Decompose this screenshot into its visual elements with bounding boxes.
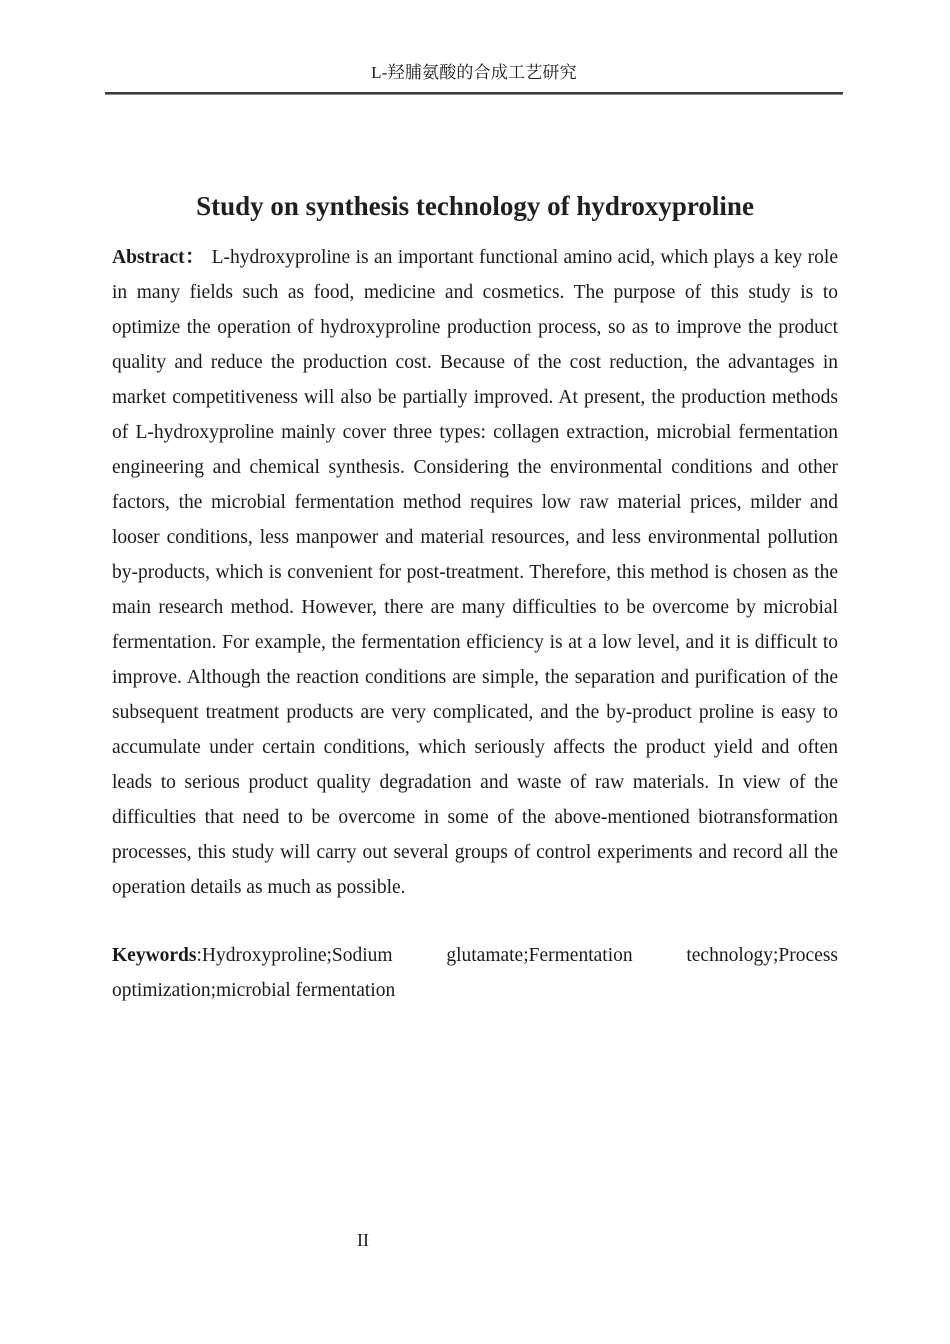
abstract-label: Abstract (112, 247, 185, 268)
keywords-paragraph (112, 938, 838, 1008)
keywords-separator: : (196, 945, 202, 966)
keywords-text: Hydroxyproline;Sodium glutamate;Fermentation technology;Process optimization;microbial fermentation (112, 945, 838, 1001)
abstract-text: L-hydroxyproline is an important functional amino acid, which plays a key role in many fields such as food, medicine and cosmetics. The purpose of this study is to optimize the operation of hydroxyproline production process, so as to improve the product quality and reduce the production cost. Because of the cost reduction, the advantages in market competitiveness will also be partially improved. At present, the production methods of L-hydroxyproline mainly cover three types: collagen extraction, microbial fermentation engineering and chemical synthesis. Considering the environmental conditions and other factors, the microbial fermentation method requires low raw material prices, milder and looser conditions, less manpower and material resources, and less environmental pollution by-products, which is convenient for post-treatment. Therefore, this method is chosen as the main research method. However, there are many difficulties to be overcome by microbial fermentation. For example, the fermentation efficiency is at a low level, and it is difficult to improve. Although the reaction conditions are simple, the separation and purification of the subsequent treatment products are very complicated, and the by-product proline is easy to accumulate under certain conditions, which seriously affects the product yield and often leads to serious product quality degradation and waste of raw materials. In view of the difficulties that need to be overcome in some of the above-mentioned biotransformation processes, this study will carry out several groups of control experiments and record all the operation details as much as possible. (112, 247, 838, 898)
keywords-section (112, 938, 838, 1008)
abstract-separator: ： (184, 247, 207, 268)
header-divider (105, 92, 843, 95)
running-header-title: L-羟脯氨酸的合成工艺研究 (371, 63, 577, 82)
running-header (105, 62, 843, 84)
keywords-label: Keywords (112, 945, 197, 966)
page-number: II (357, 1230, 369, 1250)
abstract-paragraph (112, 240, 838, 905)
abstract-section (112, 240, 838, 905)
page-title: Study on synthesis technology of hydroxyproline (196, 191, 754, 222)
